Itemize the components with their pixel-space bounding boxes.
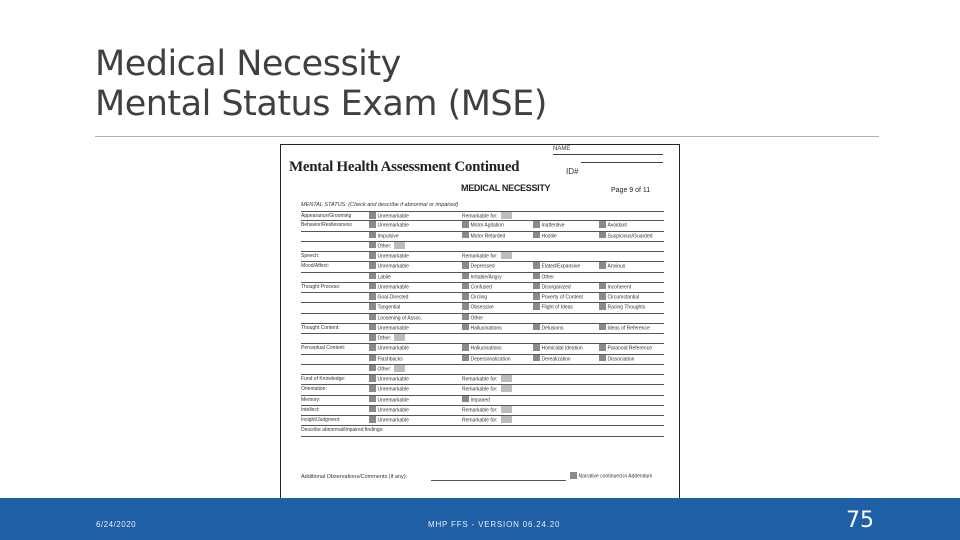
- page-number: 75: [846, 508, 874, 533]
- checklist-option: [462, 293, 487, 303]
- option-label: Depressed: [470, 263, 495, 270]
- checklist-option: [369, 334, 405, 344]
- mse-form-image: [280, 144, 680, 500]
- row-label: Thought Content:: [301, 324, 340, 331]
- checklist-option: [462, 221, 504, 231]
- checkbox-icon: [462, 314, 469, 321]
- form-heading: Mental Health Assessment Continued: [289, 159, 520, 175]
- option-label: Remarkable for:: [462, 386, 498, 393]
- footer-date: 6/24/2020: [96, 520, 137, 529]
- checkbox-icon: [369, 232, 376, 239]
- checklist-row: [301, 252, 664, 262]
- option-label: Flashbacks: [377, 356, 403, 362]
- checklist-option: [599, 355, 634, 365]
- checkbox-icon: [369, 262, 376, 269]
- checkbox-icon: [369, 385, 376, 392]
- option-label: Unremarkable: [377, 376, 409, 383]
- option-label: Hallucinations: [470, 345, 502, 352]
- footer-bar: [0, 498, 960, 540]
- option-label: Remarkable for:: [462, 417, 498, 424]
- option-label: Anxious: [607, 263, 626, 270]
- option-label: Impulsive: [377, 233, 399, 239]
- checklist-option: [599, 344, 652, 354]
- checklist-row: [301, 375, 664, 385]
- checklist-option: [462, 344, 502, 354]
- row-label: Thought Process:: [301, 283, 341, 290]
- mse-caption: MENTAL STATUS: (Check and describe if abnormal or impaired): [301, 202, 459, 208]
- checkbox-icon: [462, 283, 469, 290]
- footer-version: MHP FFS - VERSION 06.24.20: [428, 520, 561, 529]
- checkbox-icon: [462, 262, 469, 269]
- checklist-option: [462, 232, 505, 242]
- checklist-option: [533, 344, 583, 354]
- checklist-option: [369, 375, 409, 385]
- checklist-row: [301, 416, 664, 426]
- checklist-option: [533, 324, 563, 334]
- checkbox-icon: [533, 344, 540, 351]
- option-label: Ideas of Reference: [607, 325, 650, 332]
- row-label: Perceptual Content:: [301, 345, 346, 352]
- checklist-option: [369, 262, 409, 272]
- checklist-option: [462, 262, 495, 272]
- checklist-option: [462, 314, 483, 324]
- checklist-option: [369, 396, 409, 406]
- row-label: Appearance/Grooming: [301, 213, 352, 219]
- checklist-row: [301, 344, 664, 354]
- remarks-field: [394, 334, 405, 341]
- option-label: Derealization: [541, 356, 571, 362]
- checkbox-icon: [369, 324, 376, 331]
- checklist-option: [369, 293, 408, 303]
- row-label: Mood/Affect:: [301, 263, 329, 270]
- checkbox-icon: [533, 273, 540, 280]
- checklist-option: [369, 406, 409, 416]
- option-label: Remarkable for:: [462, 407, 498, 414]
- checkbox-icon: [369, 375, 376, 382]
- option-label: Hallucinations: [470, 325, 502, 332]
- row-label: Describe abnormal/impaired findings:: [301, 427, 384, 434]
- remarks-field: [394, 365, 405, 372]
- option-label: Other:: [377, 335, 392, 342]
- checklist-option: [599, 324, 650, 334]
- checkbox-icon: [369, 365, 376, 372]
- checklist-option: [369, 283, 409, 293]
- checkbox-icon: [533, 283, 540, 290]
- checklist-row: [301, 355, 664, 365]
- checklist-option: [533, 293, 583, 303]
- option-label: Unremarkable: [377, 345, 409, 352]
- checklist-option: [533, 273, 554, 283]
- checklist-row: [301, 426, 664, 436]
- checklist-option: [369, 416, 409, 426]
- checklist-option: [462, 283, 492, 293]
- option-label: Flight of Ideas: [541, 304, 573, 311]
- checkbox-icon: [369, 221, 376, 228]
- checkbox-icon: [533, 303, 540, 310]
- checklist-option: [462, 406, 512, 416]
- checkbox-icon: [369, 355, 376, 362]
- option-label: Confused: [470, 284, 492, 291]
- checklist-option: [369, 314, 422, 324]
- observations-line: [431, 480, 566, 481]
- option-label: Remarkable for:: [462, 253, 498, 260]
- option-label: Unremarkable: [377, 407, 409, 414]
- row-label: Orientation:: [301, 386, 327, 393]
- checkbox-icon: [599, 262, 606, 269]
- checkbox-icon: [570, 472, 577, 479]
- option-label: Impaired: [470, 397, 490, 403]
- remarks-field: [501, 375, 512, 382]
- option-label: Poverty of Content: [541, 294, 583, 301]
- option-label: Other: [541, 274, 555, 280]
- option-label: Other:: [377, 366, 392, 373]
- checklist-row: [301, 242, 664, 252]
- option-label: Inattentive: [541, 222, 565, 229]
- checklist-row: [301, 232, 664, 242]
- checkbox-icon: [369, 293, 376, 300]
- option-label: Disorganized: [541, 284, 571, 291]
- checkbox-icon: [533, 232, 540, 239]
- checklist-row: [301, 334, 664, 344]
- row-label: Intellect:: [301, 406, 320, 413]
- page-of: Page 9 of 11: [611, 187, 651, 194]
- checklist-option: [369, 232, 399, 242]
- checkbox-icon: [462, 303, 469, 310]
- checklist-option: [599, 293, 639, 303]
- checkbox-icon: [599, 293, 606, 300]
- checkbox-icon: [599, 221, 606, 228]
- checklist-option: [533, 262, 580, 272]
- checkbox-icon: [462, 355, 469, 362]
- option-label: Other: [470, 315, 484, 321]
- checklist-row: [301, 406, 664, 416]
- option-label: Circling: [470, 294, 488, 301]
- checklist-option: [462, 252, 512, 262]
- remarks-field: [501, 252, 512, 259]
- option-label: Unremarkable: [377, 325, 409, 332]
- option-label: Unremarkable: [377, 222, 409, 229]
- checklist-option: [369, 303, 400, 313]
- checklist-option: [369, 365, 405, 375]
- option-label: Avoidant: [607, 222, 627, 229]
- checklist-option: [533, 355, 571, 365]
- checklist-option: [599, 221, 627, 231]
- checkbox-icon: [369, 242, 376, 249]
- row-label: Speech:: [301, 253, 320, 259]
- remarks-field: [501, 416, 512, 423]
- checkbox-icon: [462, 232, 469, 239]
- checklist-row: [301, 396, 664, 406]
- name-line: [553, 154, 663, 155]
- id-label: ID#: [566, 167, 579, 176]
- remarks-field: [501, 385, 512, 392]
- option-label: Racing Thoughts: [607, 304, 646, 311]
- checkbox-icon: [369, 334, 376, 341]
- checklist-option: [462, 416, 512, 426]
- checkbox-icon: [369, 252, 376, 259]
- option-label: Labile: [377, 274, 391, 280]
- option-label: Obsessive: [470, 304, 494, 311]
- addendum-label: Narrative continued in Addendum: [578, 473, 653, 480]
- checkbox-icon: [533, 293, 540, 300]
- checklist-option: [369, 344, 409, 354]
- option-label: Elated/Expansive: [541, 263, 581, 270]
- option-label: Irritable/Angry: [470, 274, 502, 280]
- checkbox-icon: [369, 303, 376, 310]
- option-label: Circumstantial: [607, 294, 640, 301]
- remarks-field: [394, 242, 405, 249]
- addendum-checkbox: [570, 472, 652, 480]
- checklist-row: [301, 262, 664, 272]
- checklist-option: [533, 221, 565, 231]
- checklist-row: [301, 365, 664, 375]
- checklist-option: [462, 385, 512, 395]
- row-label: Memory:: [301, 396, 321, 403]
- checkbox-icon: [599, 324, 606, 331]
- checklist-option: [533, 283, 571, 293]
- option-label: Dissociation: [607, 356, 635, 362]
- checkbox-icon: [369, 283, 376, 290]
- title-line-1: Medical Necessity: [95, 44, 401, 84]
- checklist-option: [533, 232, 557, 242]
- option-label: Remarkable for:: [462, 376, 498, 383]
- checklist-row: [301, 293, 664, 303]
- checkbox-icon: [462, 344, 469, 351]
- checkbox-icon: [462, 221, 469, 228]
- checklist-option: [462, 273, 502, 283]
- checklist-option: [599, 232, 653, 242]
- checklist-option: [369, 324, 409, 334]
- mse-checklist: [301, 211, 664, 437]
- checklist-option: [369, 385, 409, 395]
- checklist-option: [462, 324, 502, 334]
- checklist-option: [599, 303, 645, 313]
- option-label: Incoherent: [607, 284, 632, 291]
- checklist-option: [369, 273, 391, 283]
- checkbox-icon: [533, 324, 540, 331]
- checklist-option: [462, 396, 490, 406]
- option-label: Motor Retarded: [470, 233, 506, 239]
- slide-title: [95, 44, 547, 124]
- checklist-row: [301, 385, 664, 395]
- checkbox-icon: [599, 283, 606, 290]
- checkbox-icon: [462, 293, 469, 300]
- checkbox-icon: [462, 324, 469, 331]
- option-label: Unremarkable: [377, 397, 409, 403]
- option-label: Unremarkable: [377, 386, 409, 393]
- option-label: Loosening of Assoc.: [377, 315, 423, 321]
- option-label: Depersonalization: [470, 356, 511, 362]
- checkbox-icon: [599, 303, 606, 310]
- checklist-option: [462, 303, 494, 313]
- checkbox-icon: [599, 344, 606, 351]
- name-label: NAME: [553, 146, 571, 152]
- additional-observations-label: Additional Observations/Comments (if any):: [301, 474, 408, 480]
- checkbox-icon: [369, 396, 376, 403]
- option-label: Goal-Directed: [377, 294, 409, 301]
- checklist-option: [369, 242, 405, 252]
- checkbox-icon: [369, 212, 376, 219]
- option-label: Unremarkable: [377, 253, 409, 260]
- checklist-row: [301, 324, 664, 334]
- checklist-row: [301, 221, 664, 231]
- option-label: Delusions: [541, 325, 564, 332]
- checkbox-icon: [533, 355, 540, 362]
- checkbox-icon: [599, 232, 606, 239]
- checkbox-icon: [462, 396, 469, 403]
- checkbox-icon: [599, 355, 606, 362]
- option-label: Motor Agitation: [470, 222, 504, 229]
- checklist-row: [301, 314, 664, 324]
- option-label: Homicidal Ideation: [541, 345, 583, 352]
- checkbox-icon: [369, 416, 376, 423]
- checkbox-icon: [369, 406, 376, 413]
- row-label: Fund of Knowledge:: [301, 376, 346, 382]
- checkbox-icon: [369, 314, 376, 321]
- checklist-option: [462, 355, 511, 365]
- option-label: Unremarkable: [377, 284, 409, 291]
- checklist-option: [599, 262, 625, 272]
- option-label: Tangential: [377, 304, 401, 311]
- option-label: Remarkable for:: [462, 213, 498, 220]
- checkbox-icon: [462, 273, 469, 280]
- title-divider: [95, 136, 879, 137]
- checklist-option: [369, 355, 403, 365]
- row-label: Insight/Judgment:: [301, 417, 341, 423]
- option-label: Other:: [377, 243, 392, 250]
- checklist-option: [533, 303, 573, 313]
- option-label: Unremarkable: [377, 263, 409, 270]
- option-label: Paranoid Reference: [607, 345, 652, 352]
- id-line: [581, 162, 663, 163]
- remarks-field: [501, 406, 512, 413]
- checklist-option: [369, 252, 409, 262]
- option-label: Unremarkable: [377, 417, 409, 424]
- checklist-option: [462, 375, 512, 385]
- title-line-2: Mental Status Exam (MSE): [95, 84, 547, 124]
- option-label: Hostile: [541, 233, 557, 239]
- checklist-row: [301, 303, 664, 313]
- checkbox-icon: [533, 221, 540, 228]
- option-label: Suspicious/Guarded: [607, 233, 653, 239]
- checkbox-icon: [369, 273, 376, 280]
- checklist-row: [301, 273, 664, 283]
- checkbox-icon: [533, 262, 540, 269]
- checklist-row: [301, 211, 664, 221]
- checklist-option: [599, 283, 631, 293]
- checklist-option: [369, 221, 409, 231]
- checkbox-icon: [369, 344, 376, 351]
- remarks-field: [501, 212, 512, 219]
- checklist-row: [301, 283, 664, 293]
- row-label: Behavior/Restlessness: [301, 222, 352, 229]
- section-title: MEDICAL NECESSITY: [461, 183, 551, 193]
- option-label: Unremarkable: [377, 213, 409, 220]
